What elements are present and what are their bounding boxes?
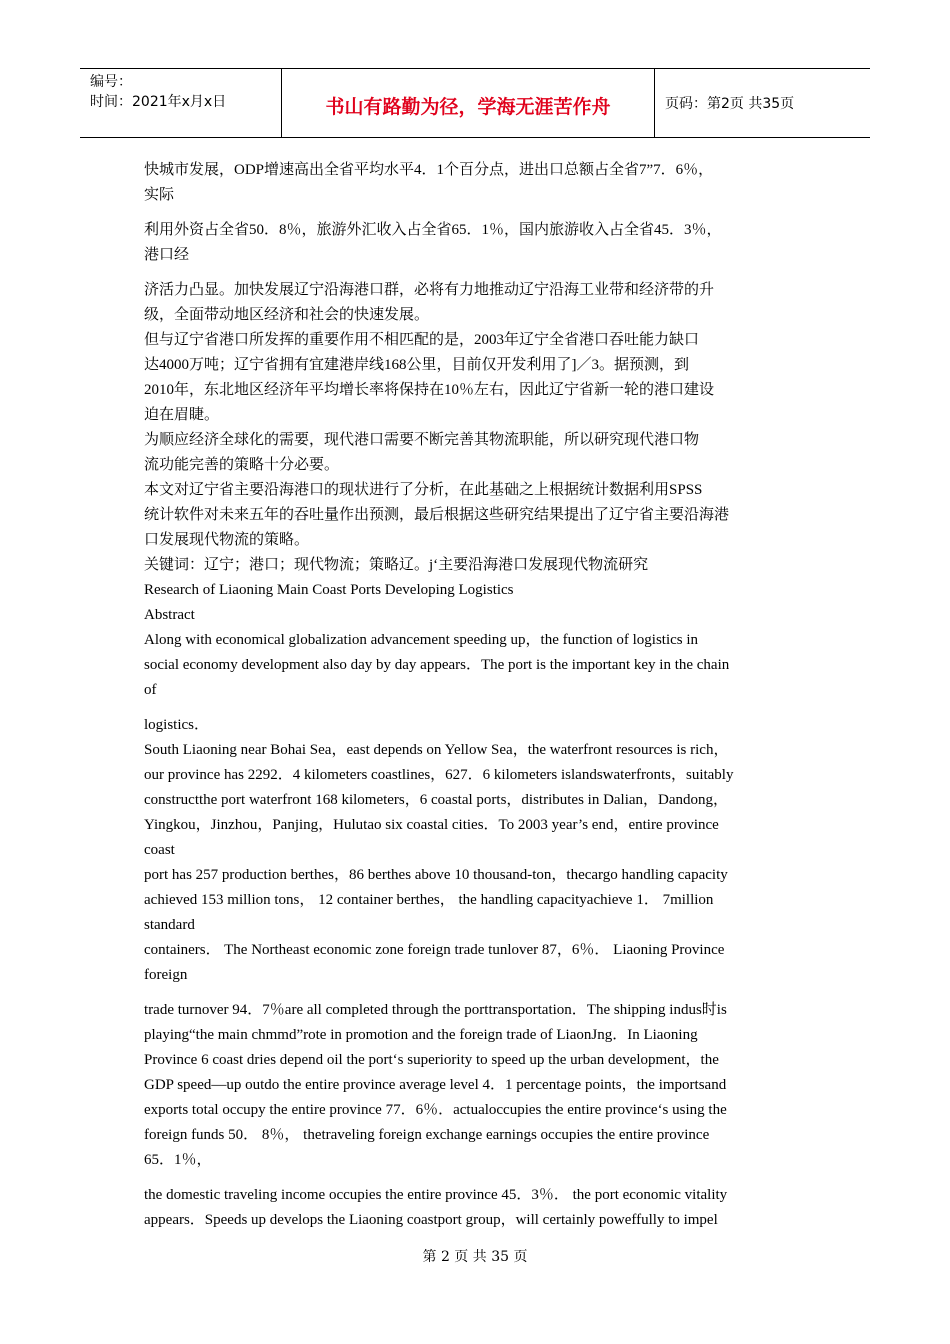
date-label: 时间：2021年x月x日 xyxy=(90,94,227,110)
body-line: 2010年，东北地区经济年平均增长率将保持在10％左右，因此辽宁省新一轮的港口建设 xyxy=(144,382,715,398)
header-page-info: 页码：第2页 共35页 xyxy=(665,96,795,112)
body-line: 实际 xyxy=(144,187,175,203)
body-line: South Liaoning near Bohai Sea，east depends on Yellow Sea，the waterfront resources is rich， xyxy=(144,742,729,758)
keywords-line: 关键词：辽宁；港口；现代物流；策略辽。j‘主要沿海港口发展现代物流研究 xyxy=(144,557,649,573)
body-line: 利用外资占全省50．8％，旅游外汇收入占全省65．1％，国内旅游收入占全省45．3％， xyxy=(144,222,722,238)
page-footer: 第 2 页 共 35 页 xyxy=(422,1249,528,1265)
header-page-info-cell xyxy=(655,69,870,137)
document-body xyxy=(144,158,806,1233)
body-line: 口发展现代物流的策略。 xyxy=(144,532,310,548)
body-line: 港口经 xyxy=(144,247,190,263)
body-line: Along with economical globalization advancement speeding up，the function of logistics in xyxy=(144,632,699,648)
body-line: 流功能完善的策略十分必要。 xyxy=(144,457,340,473)
body-line: 本文对辽宁省主要沿海港口的现状进行了分析，在此基础之上根据统计数据利用SPSS xyxy=(144,482,703,498)
header-motto: 书山有路勤为径，学海无涯苦作舟 xyxy=(325,95,611,118)
body-line: 级，全面带动地区经济和社会的快速发展。 xyxy=(144,307,430,323)
body-line: Yingkou，Jinzhou，Panjing，Hulutao six coastal cities．To 2003 year’s end，entire province xyxy=(144,817,719,833)
body-line: 达4000万吨；辽宁省拥有宜建港岸线168公里，目前仅开发利用了]／3。据预测，到 xyxy=(144,357,689,373)
body-line: 为顺应经济全球化的需要，现代港口需要不断完善其物流职能，所以研究现代港口物 xyxy=(144,432,700,448)
body-line: social economy development also day by day appears．The port is the important key in the chain xyxy=(144,657,730,673)
page-header xyxy=(80,68,870,138)
body-line: foreign xyxy=(144,967,188,983)
body-line: trade turnover 94．7％are all completed through the porttransportation．The shipping indus时is xyxy=(144,1002,727,1018)
body-line: our province has 2292．4 kilometers coastlines，627．6 kilometers islandswaterfronts，suitably xyxy=(144,767,734,783)
body-line: 迫在眉睫。 xyxy=(144,407,220,423)
body-line: constructthe port waterfront 168 kilometers，6 coastal ports，distributes in Dalian，Dandong， xyxy=(144,792,729,808)
body-line: Province 6 coast dries depend oil the port‘s superiority to speed up the urban development，the xyxy=(144,1052,719,1068)
body-line: 但与辽宁省港口所发挥的重要作用不相匹配的是，2003年辽宁全省港口吞吐能力缺口 xyxy=(144,332,700,348)
body-line: the domestic traveling income occupies the entire province 45．3％． the port economic vitality xyxy=(144,1187,728,1203)
body-line: 65．1％， xyxy=(144,1152,212,1168)
body-line: logistics． xyxy=(144,717,210,733)
body-line: appears．Speeds up develops the Liaoning coastport group，will certainly poweffully to impel xyxy=(144,1212,718,1228)
english-title: Research of Liaoning Main Coast Ports Developing Logistics xyxy=(144,582,514,598)
body-line: standard xyxy=(144,917,195,933)
body-line: 统计软件对未来五年的吞吐量作出预测，最后根据这些研究结果提出了辽宁省主要沿海港 xyxy=(144,507,730,523)
body-line: foreign funds 50． 8％， thetraveling foreign exchange earnings occupies the entire province xyxy=(144,1127,710,1143)
serial-label: 编号： xyxy=(90,74,132,90)
abstract-heading: Abstract xyxy=(144,607,195,623)
header-motto-cell xyxy=(281,69,655,137)
header-meta xyxy=(80,69,281,137)
body-line: 快城市发展，ODP增速高出全省平均水平4．1个百分点，进出口总额占全省7”7．6％， xyxy=(144,162,714,178)
body-line: 济活力凸显。加快发展辽宁沿海港口群，必将有力地推动辽宁沿海工业带和经济带的升 xyxy=(144,282,715,298)
body-line: playing“the main chmmd”rote in promotion and the foreign trade of LiaonJng．In Liaoning xyxy=(144,1027,698,1043)
body-line: coast xyxy=(144,842,175,858)
body-line: port has 257 production berthes，86 berthes above 10 thousand-ton，thecargo handling capacity xyxy=(144,867,728,883)
body-line: achieved 153 million tons， 12 container berthes， the handling capacityachieve 1． 7million xyxy=(144,892,714,908)
body-line: exports total occupy the entire province 77．6％．actualoccupies the entire province‘s using the xyxy=(144,1102,727,1118)
body-line: of xyxy=(144,682,157,698)
body-line: containers． The Northeast economic zone foreign trade tunlover 87，6％． Liaoning Province xyxy=(144,942,725,958)
body-line: GDP speed—up outdo the entire province average level 4．1 percentage points，the importsand xyxy=(144,1077,727,1093)
